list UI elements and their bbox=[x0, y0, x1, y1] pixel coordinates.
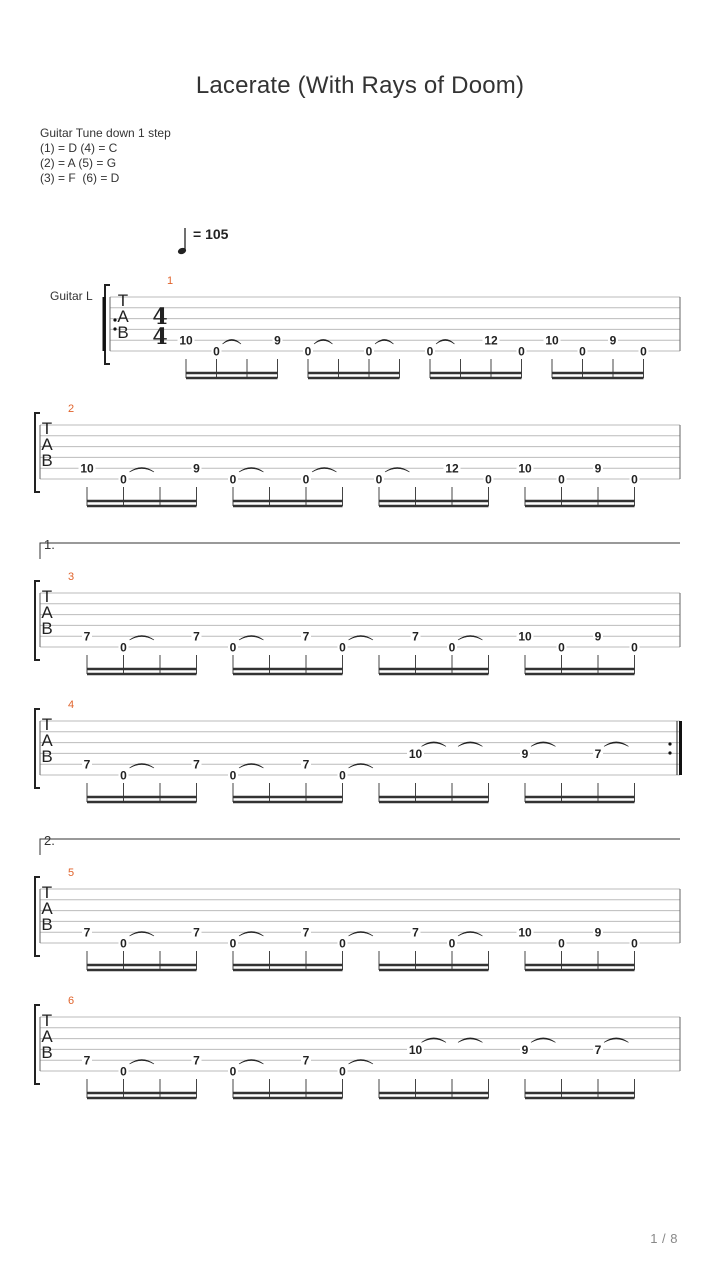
fret-number: 0 bbox=[120, 936, 127, 951]
tab-clef-letter: A bbox=[41, 899, 53, 918]
fret-number: 0 bbox=[558, 640, 565, 655]
fret-number: 0 bbox=[339, 1064, 346, 1079]
fret-number: 0 bbox=[631, 936, 638, 951]
tab-clef-letter: B bbox=[41, 619, 53, 638]
fret-number: 0 bbox=[485, 472, 492, 487]
fret-number: 0 bbox=[426, 344, 434, 359]
tab-clef-letter: B bbox=[41, 915, 53, 934]
time-signature-bottom: 4 bbox=[152, 324, 168, 350]
tab-clef-letter: A bbox=[41, 603, 53, 622]
track-label: Guitar L bbox=[50, 289, 93, 303]
fret-number: 7 bbox=[302, 925, 310, 940]
fret-number: 7 bbox=[193, 1053, 200, 1068]
fret-number: 10 bbox=[545, 333, 559, 348]
tab-clef-letter: T bbox=[41, 419, 53, 438]
volta-bracket bbox=[40, 839, 680, 855]
fret-number: 7 bbox=[412, 629, 419, 644]
fret-number: 10 bbox=[408, 746, 423, 761]
fret-number: 0 bbox=[120, 472, 127, 487]
fret-number: 10 bbox=[518, 629, 532, 644]
fret-number: 7 bbox=[594, 746, 602, 761]
tab-clef-letter: B bbox=[41, 747, 53, 766]
fret-number: 7 bbox=[83, 757, 91, 772]
fret-number: 9 bbox=[521, 746, 529, 761]
fret-number: 0 bbox=[339, 768, 346, 783]
fret-number: 0 bbox=[229, 936, 237, 951]
repeat-dot bbox=[668, 742, 671, 745]
measure-number: 6 bbox=[67, 995, 75, 1007]
fret-number: 7 bbox=[83, 1053, 91, 1068]
fret-number: 0 bbox=[120, 640, 127, 655]
measure-number: 2 bbox=[67, 403, 75, 415]
fret-number: 7 bbox=[302, 1053, 310, 1068]
fret-number: 0 bbox=[339, 640, 346, 655]
fret-number: 0 bbox=[640, 344, 647, 359]
fret-number: 7 bbox=[193, 629, 200, 644]
volta-label: 2. bbox=[44, 833, 55, 848]
fret-number: 0 bbox=[375, 472, 383, 487]
tab-clef-letter: A bbox=[117, 307, 129, 326]
tab-clef-letter: T bbox=[41, 715, 53, 734]
fret-number: 0 bbox=[518, 344, 525, 359]
fret-number: 0 bbox=[339, 936, 346, 951]
fret-number: 0 bbox=[448, 640, 456, 655]
fret-number: 10 bbox=[518, 925, 532, 940]
tab-clef-letter: A bbox=[41, 1027, 53, 1046]
fret-number: 9 bbox=[193, 461, 200, 476]
fret-number: 0 bbox=[631, 472, 638, 487]
fret-number: 0 bbox=[229, 1064, 237, 1079]
repeat-dot bbox=[113, 327, 116, 330]
tuning-heading: Guitar Tune down 1 step bbox=[40, 126, 171, 140]
volta-label: 1. bbox=[44, 537, 55, 552]
system-bracket bbox=[35, 581, 40, 660]
fret-number: 9 bbox=[594, 629, 602, 644]
fret-number: 0 bbox=[304, 344, 312, 359]
fret-number: 0 bbox=[365, 344, 373, 359]
measure-number: 3 bbox=[67, 571, 75, 583]
fret-number: 12 bbox=[484, 333, 498, 348]
fret-number: 0 bbox=[229, 640, 237, 655]
repeat-dot bbox=[668, 751, 671, 754]
fret-number: 0 bbox=[120, 768, 127, 783]
tab-clef-letter: B bbox=[41, 1043, 53, 1062]
fret-number: 7 bbox=[83, 629, 91, 644]
fret-number: 0 bbox=[558, 936, 565, 951]
tab-clef-letter: B bbox=[117, 323, 129, 342]
fret-number: 10 bbox=[408, 1042, 423, 1057]
fret-number: 10 bbox=[179, 333, 193, 348]
tuning-line: (1) = D (4) = C bbox=[40, 141, 118, 155]
fret-number: 0 bbox=[213, 344, 220, 359]
system-bracket bbox=[35, 1005, 40, 1084]
song-title: Lacerate (With Rays of Doom) bbox=[195, 72, 525, 99]
system-bracket bbox=[105, 285, 110, 364]
fret-number: 9 bbox=[594, 461, 602, 476]
measure-number: 5 bbox=[67, 867, 75, 879]
fret-number: 7 bbox=[594, 1042, 602, 1057]
fret-number: 7 bbox=[193, 757, 200, 772]
tab-clef-letter: B bbox=[41, 451, 53, 470]
tuning-line: (3) = F (6) = D bbox=[40, 171, 120, 185]
fret-number: 7 bbox=[83, 925, 91, 940]
tempo-value: = 105 bbox=[193, 226, 229, 242]
tab-clef-letter: A bbox=[41, 731, 53, 750]
fret-number: 0 bbox=[229, 472, 237, 487]
fret-number: 9 bbox=[609, 333, 617, 348]
measure-number: 1 bbox=[166, 275, 174, 287]
tab-clef-letter: T bbox=[41, 1011, 53, 1030]
fret-number: 7 bbox=[193, 925, 200, 940]
fret-number: 9 bbox=[274, 333, 281, 348]
fret-number: 10 bbox=[518, 461, 532, 476]
page-number: 1 / 8 bbox=[650, 1231, 678, 1246]
fret-number: 0 bbox=[558, 472, 565, 487]
time-signature-top: 4 bbox=[152, 304, 168, 330]
fret-number: 0 bbox=[120, 1064, 127, 1079]
fret-number: 9 bbox=[594, 925, 602, 940]
fret-number: 9 bbox=[521, 1042, 529, 1057]
system-bracket bbox=[35, 413, 40, 492]
volta-bracket bbox=[40, 543, 680, 559]
fret-number: 7 bbox=[412, 925, 419, 940]
fret-number: 12 bbox=[445, 461, 459, 476]
measure-number: 4 bbox=[67, 699, 75, 711]
tuning-line: (2) = A (5) = G bbox=[40, 156, 117, 170]
tab-clef-letter: T bbox=[41, 883, 53, 902]
fret-number: 0 bbox=[579, 344, 586, 359]
fret-number: 0 bbox=[631, 640, 638, 655]
tab-clef-letter: T bbox=[41, 587, 53, 606]
tab-clef-letter: T bbox=[117, 291, 129, 310]
fret-number: 0 bbox=[302, 472, 310, 487]
tab-clef-letter: A bbox=[41, 435, 53, 454]
fret-number: 0 bbox=[448, 936, 456, 951]
fret-number: 0 bbox=[229, 768, 237, 783]
fret-number: 10 bbox=[80, 461, 94, 476]
fret-number: 7 bbox=[302, 757, 310, 772]
system-bracket bbox=[35, 877, 40, 956]
repeat-dot bbox=[113, 318, 116, 321]
fret-number: 7 bbox=[302, 629, 310, 644]
system-bracket bbox=[35, 709, 40, 788]
